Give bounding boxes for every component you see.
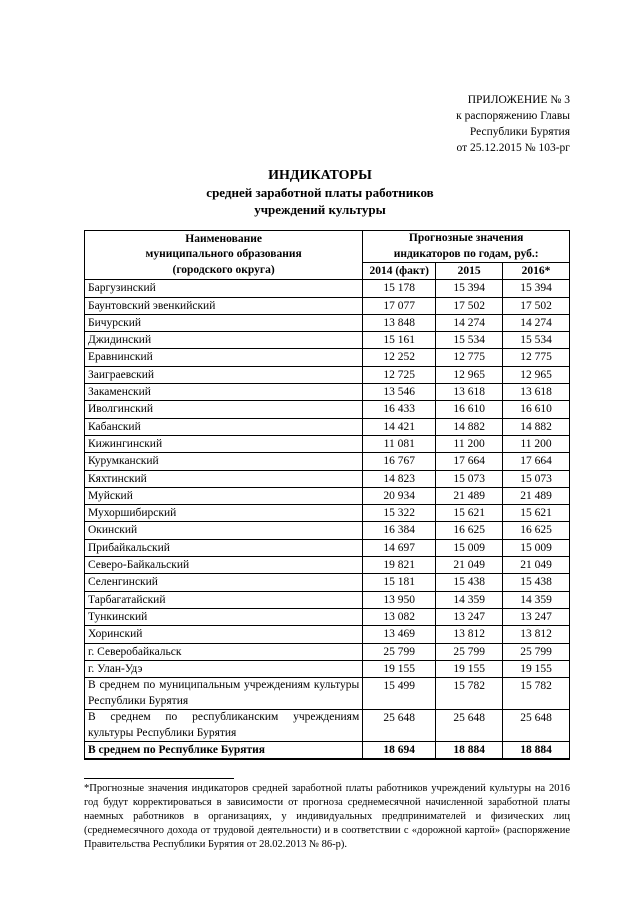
title-line-3: учреждений культуры xyxy=(254,202,386,217)
avg-republican-row xyxy=(85,710,570,742)
value-2015: 15 073 xyxy=(436,470,503,487)
value-2015: 15 621 xyxy=(436,505,503,522)
value-2016: 13 812 xyxy=(503,626,570,643)
table-row xyxy=(85,487,570,504)
approval-order-line: к распоряжению Главы xyxy=(456,110,570,122)
appendix-number: ПРИЛОЖЕНИЕ № 3 xyxy=(467,94,570,106)
municipality-name: Курумканский xyxy=(85,453,363,470)
value-2016: 11 200 xyxy=(503,435,570,452)
value-2015: 14 359 xyxy=(436,591,503,608)
table-row xyxy=(85,591,570,608)
municipality-name: Тарбагатайский xyxy=(85,591,363,608)
avg-municipal-2015: 15 782 xyxy=(436,678,503,710)
table-row xyxy=(85,643,570,660)
municipality-name: Кяхтинский xyxy=(85,470,363,487)
value-2015: 11 200 xyxy=(436,435,503,452)
approval-republic-line: Республики Бурятия xyxy=(469,126,570,138)
value-2014: 14 421 xyxy=(363,418,436,435)
value-2016: 13 247 xyxy=(503,608,570,625)
value-2016: 19 155 xyxy=(503,660,570,677)
municipality-name: г. Улан-Удэ xyxy=(85,660,363,677)
table-row xyxy=(85,660,570,677)
document-title xyxy=(0,167,640,218)
table-row xyxy=(85,384,570,401)
table-row xyxy=(85,626,570,643)
table-row xyxy=(85,574,570,591)
value-2015: 25 799 xyxy=(436,643,503,660)
municipality-name: Окинский xyxy=(85,522,363,539)
value-2016: 14 274 xyxy=(503,314,570,331)
avg-municipal-row xyxy=(85,678,570,710)
municipality-name: Заиграевский xyxy=(85,366,363,383)
avg-republican-label: В среднем по республиканским учреждениям культуры Республики Бурятия xyxy=(85,710,363,742)
value-2016: 25 799 xyxy=(503,643,570,660)
value-2014: 17 077 xyxy=(363,297,436,314)
value-2016: 21 049 xyxy=(503,557,570,574)
table-row xyxy=(85,435,570,452)
table-row xyxy=(85,539,570,556)
value-2015: 17 502 xyxy=(436,297,503,314)
value-2016: 13 618 xyxy=(503,384,570,401)
value-2014: 19 821 xyxy=(363,557,436,574)
value-2014: 25 799 xyxy=(363,643,436,660)
table-row xyxy=(85,314,570,331)
table-row xyxy=(85,470,570,487)
value-2014: 14 823 xyxy=(363,470,436,487)
table-summary xyxy=(85,678,570,760)
value-2015: 15 009 xyxy=(436,539,503,556)
municipality-name: Муйский xyxy=(85,487,363,504)
value-2014: 16 433 xyxy=(363,401,436,418)
avg-republican-2016: 25 648 xyxy=(503,710,570,742)
footnote-divider xyxy=(84,778,234,779)
municipality-name: Закаменский xyxy=(85,384,363,401)
value-2015: 17 664 xyxy=(436,453,503,470)
value-2016: 12 965 xyxy=(503,366,570,383)
value-2014: 13 546 xyxy=(363,384,436,401)
avg-republican-2014: 25 648 xyxy=(363,710,436,742)
value-2016: 17 664 xyxy=(503,453,570,470)
table-row xyxy=(85,366,570,383)
value-2015: 16 625 xyxy=(436,522,503,539)
municipality-name: Кабанский xyxy=(85,418,363,435)
table-row xyxy=(85,332,570,349)
value-2016: 15 073 xyxy=(503,470,570,487)
table-row xyxy=(85,608,570,625)
table-row xyxy=(85,418,570,435)
value-2016: 15 394 xyxy=(503,280,570,297)
total-label: В среднем по Республике Бурятия xyxy=(85,742,363,760)
municipality-name: Баргузинский xyxy=(85,280,363,297)
header-forecast: Прогнозные значения индикаторов по годам, руб.: xyxy=(363,231,570,263)
municipality-name: Еравнинский xyxy=(85,349,363,366)
municipality-name: Селенгинский xyxy=(85,574,363,591)
header-2014: 2014 (факт) xyxy=(363,263,436,280)
table-row xyxy=(85,349,570,366)
header-2015: 2015 xyxy=(436,263,503,280)
avg-republican-2015: 25 648 xyxy=(436,710,503,742)
value-2014: 19 155 xyxy=(363,660,436,677)
value-2016: 16 610 xyxy=(503,401,570,418)
value-2014: 15 181 xyxy=(363,574,436,591)
table-body xyxy=(85,280,570,678)
value-2014: 14 697 xyxy=(363,539,436,556)
value-2014: 16 767 xyxy=(363,453,436,470)
municipality-name: Баунтовский эвенкийский xyxy=(85,297,363,314)
table-row xyxy=(85,557,570,574)
value-2014: 13 848 xyxy=(363,314,436,331)
municipality-name: Прибайкальский xyxy=(85,539,363,556)
value-2014: 13 469 xyxy=(363,626,436,643)
value-2016: 15 438 xyxy=(503,574,570,591)
value-2014: 12 725 xyxy=(363,366,436,383)
approval-date-line: от 25.12.2015 № 103-рг xyxy=(456,142,570,154)
municipality-name: Иволгинский xyxy=(85,401,363,418)
value-2015: 21 489 xyxy=(436,487,503,504)
value-2015: 12 965 xyxy=(436,366,503,383)
value-2014: 12 252 xyxy=(363,349,436,366)
value-2016: 21 489 xyxy=(503,487,570,504)
value-2015: 15 394 xyxy=(436,280,503,297)
value-2016: 15 621 xyxy=(503,505,570,522)
value-2014: 15 161 xyxy=(363,332,436,349)
total-row xyxy=(85,742,570,760)
approval-block xyxy=(456,92,570,156)
footnote: *Прогнозные значения индикаторов средней заработной платы работников учреждений культуры на 2016 год будут корректироваться в зависимости от прогноза среднемесячной начисленной заработной платы наемных работников в организациях, у индивидуальных предпринимателей и физических лиц (среднемесячного дохода от трудовой деятельности) и в соответствии с «дорожной картой» (распоряжение Правительства Республики Бурятия от 28.02.2013 № 86-р). xyxy=(84,783,570,850)
avg-municipal-label: В среднем по муниципальным учреждениям культуры Республики Бурятия xyxy=(85,678,363,710)
header-2016: 2016* xyxy=(503,263,570,280)
value-2016: 14 882 xyxy=(503,418,570,435)
header-municipality: Наименование муниципального образования (городского округа) xyxy=(85,231,363,280)
value-2015: 19 155 xyxy=(436,660,503,677)
total-2015: 18 884 xyxy=(436,742,503,760)
title-line-2: средней заработной платы работников xyxy=(206,185,434,200)
value-2015: 13 812 xyxy=(436,626,503,643)
table-row xyxy=(85,505,570,522)
value-2016: 15 009 xyxy=(503,539,570,556)
value-2014: 11 081 xyxy=(363,435,436,452)
value-2014: 15 322 xyxy=(363,505,436,522)
avg-municipal-2016: 15 782 xyxy=(503,678,570,710)
municipality-name: Мухоршибирский xyxy=(85,505,363,522)
value-2014: 13 082 xyxy=(363,608,436,625)
value-2016: 12 775 xyxy=(503,349,570,366)
value-2015: 13 618 xyxy=(436,384,503,401)
value-2015: 15 534 xyxy=(436,332,503,349)
value-2014: 15 178 xyxy=(363,280,436,297)
value-2016: 15 534 xyxy=(503,332,570,349)
value-2016: 14 359 xyxy=(503,591,570,608)
value-2014: 13 950 xyxy=(363,591,436,608)
table-row xyxy=(85,453,570,470)
municipality-name: Кижингинский xyxy=(85,435,363,452)
value-2014: 16 384 xyxy=(363,522,436,539)
municipality-name: Северо-Байкальский xyxy=(85,557,363,574)
value-2015: 16 610 xyxy=(436,401,503,418)
municipality-name: г. Северобайкальск xyxy=(85,643,363,660)
value-2016: 16 625 xyxy=(503,522,570,539)
table-row xyxy=(85,297,570,314)
total-2014: 18 694 xyxy=(363,742,436,760)
avg-municipal-2014: 15 499 xyxy=(363,678,436,710)
indicators-table xyxy=(84,230,570,760)
table-header-row xyxy=(85,231,570,263)
municipality-name: Тункинский xyxy=(85,608,363,625)
municipality-name: Джидинский xyxy=(85,332,363,349)
value-2014: 20 934 xyxy=(363,487,436,504)
value-2015: 12 775 xyxy=(436,349,503,366)
municipality-name: Бичурский xyxy=(85,314,363,331)
table-row xyxy=(85,401,570,418)
value-2016: 17 502 xyxy=(503,297,570,314)
value-2015: 21 049 xyxy=(436,557,503,574)
value-2015: 14 882 xyxy=(436,418,503,435)
table-row xyxy=(85,280,570,297)
table-row xyxy=(85,522,570,539)
title-line-1: ИНДИКАТОРЫ xyxy=(268,168,372,183)
value-2015: 13 247 xyxy=(436,608,503,625)
value-2015: 14 274 xyxy=(436,314,503,331)
total-2016: 18 884 xyxy=(503,742,570,760)
value-2015: 15 438 xyxy=(436,574,503,591)
municipality-name: Хоринский xyxy=(85,626,363,643)
